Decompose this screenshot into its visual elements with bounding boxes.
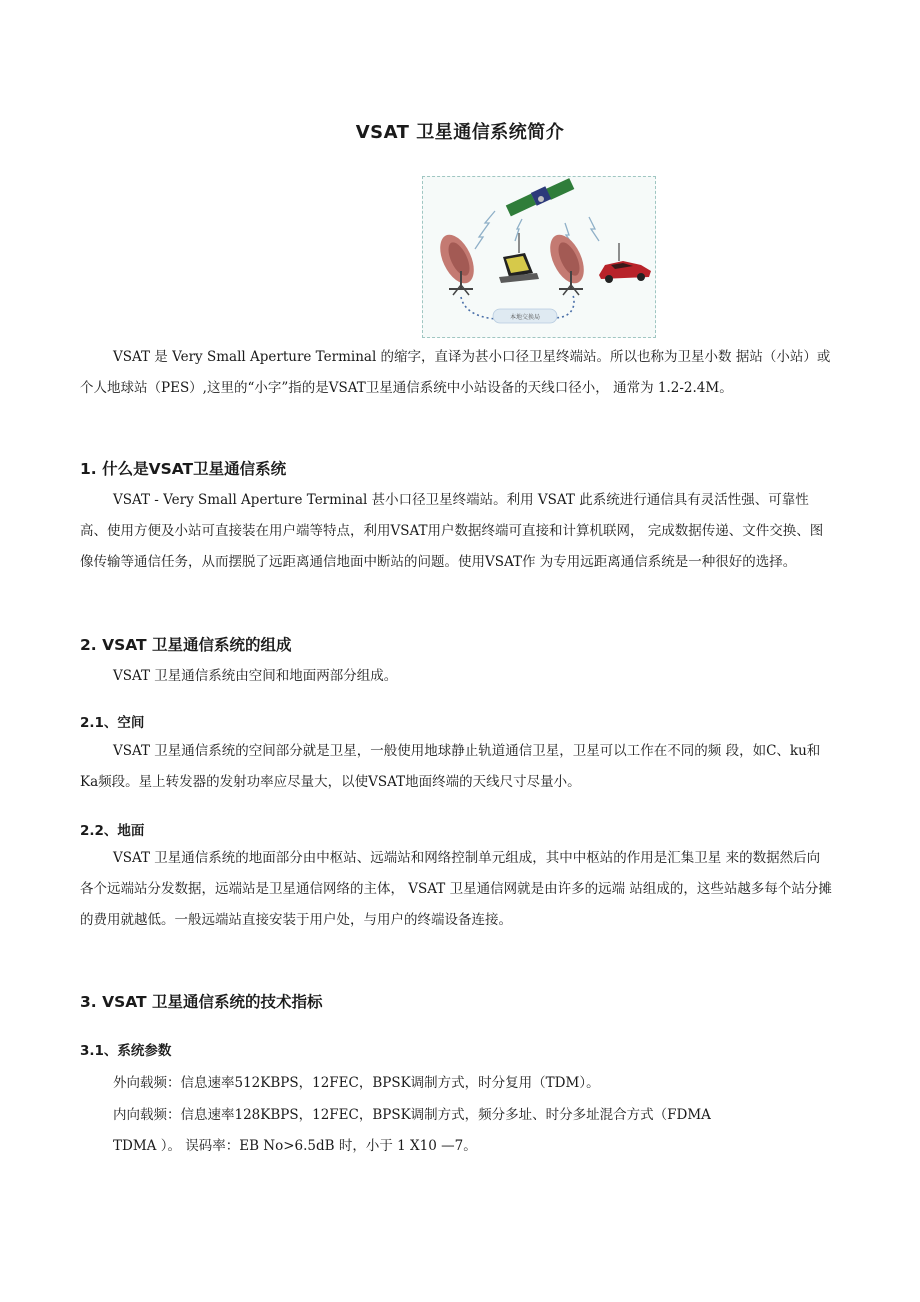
dish-antenna-icon bbox=[543, 230, 590, 295]
section-1-heading: 1. 什么是VSAT卫星通信系统 bbox=[80, 460, 287, 478]
signal-wave-icon bbox=[475, 211, 599, 249]
laptop-icon bbox=[499, 233, 539, 283]
section-2-1-body: VSAT 卫星通信系统的空间部分就是卫星，一般使用地球静止轨道通信卫星，卫星可以工作在不同的频 段，如C、ku和Ka频段。星上转发器的发射功率应尽量大，以使VSAT地面终端的天线尺寸尽量小。 bbox=[80, 743, 821, 790]
figure-caption: 本地交换局 bbox=[509, 314, 541, 321]
intro-paragraph: VSAT 是 Very Small Aperture Terminal 的缩字，直译为甚小口径卫星终端站。所以也称为卫星小数 据站（小站）或个人地球站（PES）,这里的“小字”指的是VSAT卫星通信系统中小站设备的天线口径小， 通常为 1.2-2.4M。 bbox=[80, 349, 831, 396]
dish-antenna-icon bbox=[433, 230, 480, 295]
inbound-carrier-line: 内向载频：信息速率128KBPS，12FEC，BPSK调制方式，频分多址、时分多址混合方式（FDMA bbox=[113, 1107, 711, 1123]
car-icon bbox=[599, 243, 651, 283]
error-rate-line: TDMA ）。 误码率：EB No>6.5dB 时，小于 1 X10 —7。 bbox=[113, 1138, 477, 1154]
section-3-1-heading: 3.1、系统参数 bbox=[80, 1043, 172, 1059]
page-title: VSAT 卫星通信系统简介 bbox=[355, 122, 565, 143]
section-2-2-body: VSAT 卫星通信系统的地面部分由中枢站、远端站和网络控制单元组成，其中中枢站的作用是汇集卫星 来的数据然后向各个远端站分发数据，远端站是卫星通信网络的主体， VSAT 卫星通信网就是由许多的远端 站组成的，这些站越多每个站分摊的费用就越低。一般远端站直接安装于用户处，与用户的终端设备连接。 bbox=[80, 850, 832, 928]
section-2-heading: 2. VSAT 卫星通信系统的组成 bbox=[80, 636, 292, 654]
section-3-heading: 3. VSAT 卫星通信系统的技术指标 bbox=[80, 993, 323, 1011]
section-2-body: VSAT 卫星通信系统由空间和地面两部分组成。 bbox=[113, 668, 398, 684]
section-2-2-heading: 2.2、地面 bbox=[80, 823, 145, 839]
outbound-carrier-line: 外向载频：信息速率512KBPS，12FEC，BPSK调制方式，时分复用（TDM）。 bbox=[113, 1075, 600, 1091]
section-1-body: VSAT - Very Small Aperture Terminal 甚小口径卫星终端站。利用 VSAT 此系统进行通信具有灵活性强、可靠性高、使用方便及小站可直接装在用户端等特点，利用VSAT用户数据终端可直接和计算机联网， 完成数据传递、文件交换、图像传输等通信任务，从而摆脱了远距离通信地面中断站的问题。使用VSAT作 为专用远距离通信系统是一种很好的选择。 bbox=[80, 492, 824, 570]
satellite-icon bbox=[506, 178, 575, 216]
section-2-1-heading: 2.1、空间 bbox=[80, 715, 145, 731]
vsat-network-figure bbox=[422, 176, 656, 338]
